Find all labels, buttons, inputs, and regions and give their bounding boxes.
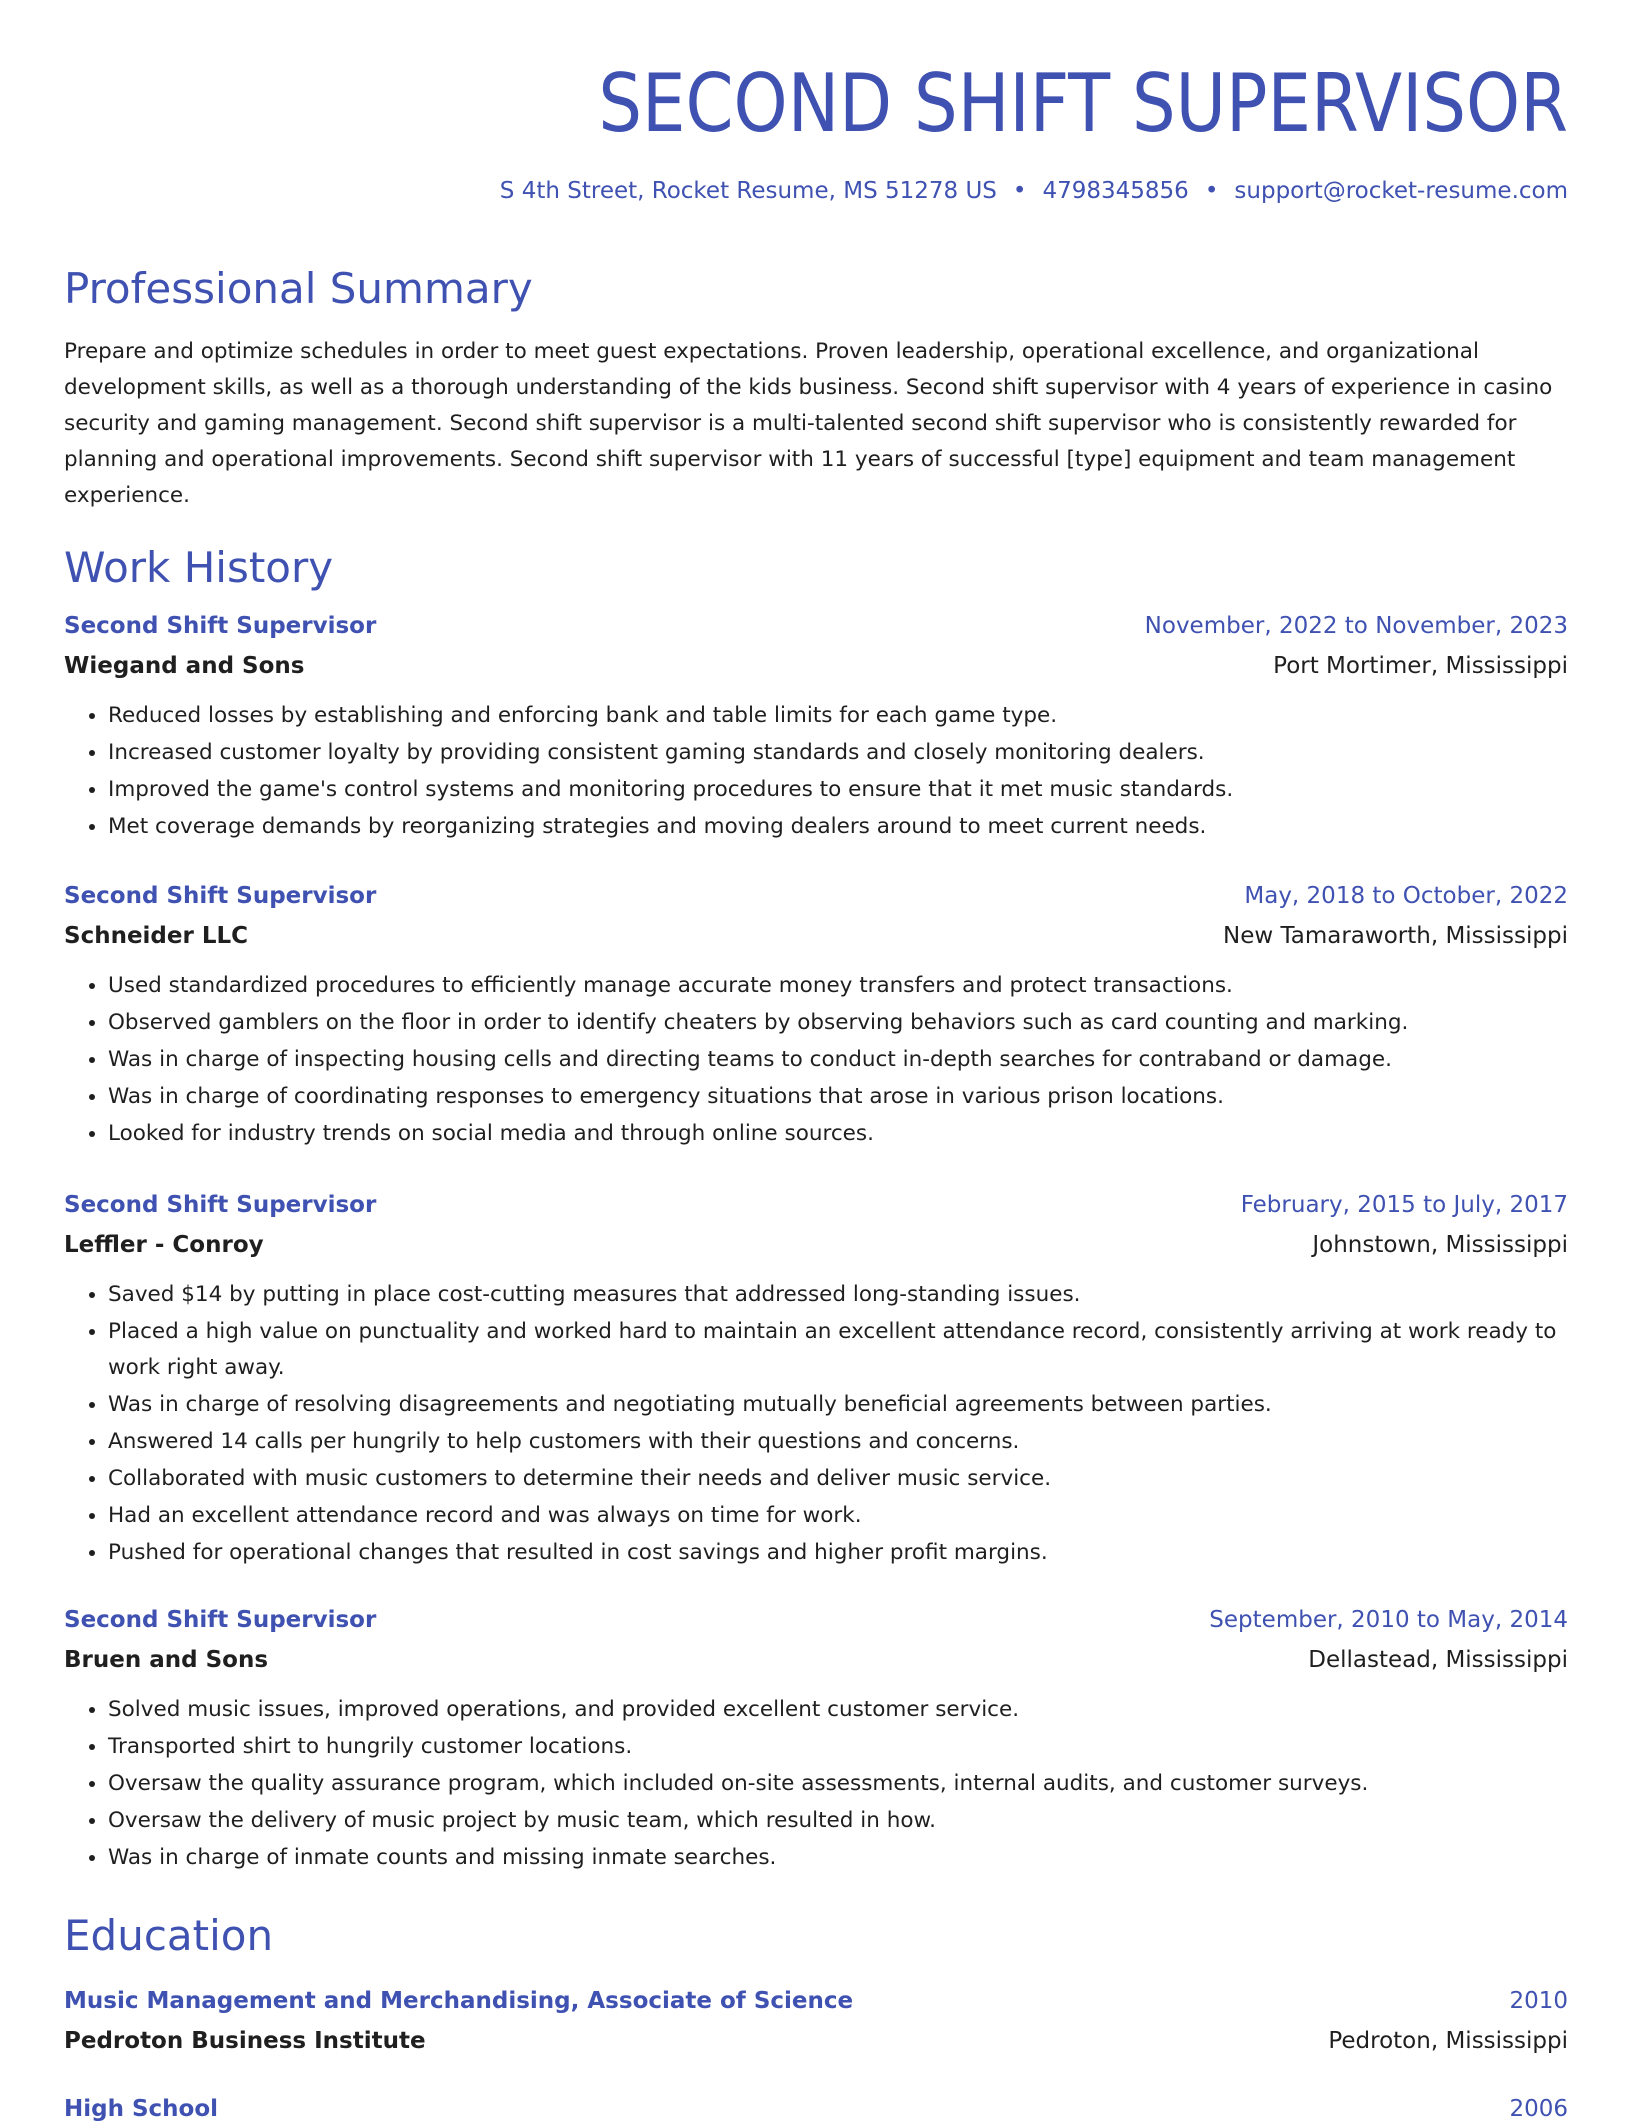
contact-separator: • — [1204, 178, 1219, 204]
summary-text: Prepare and optimize schedules in order to meet guest expectations. Proven leadership, operational excellence, and organizational development skills, as well as a thorough understanding of the kids business. Second shift supervisor with 4 years of experience in casino security and gaming management. Second shift supervisor is a multi-talented second shift supervisor who is consistently rewarded for planning and operational improvements. Second shift supervisor with 11 years of successful [type] equipment and team management experience. — [64, 339, 1553, 508]
job-company: Leffler - Conroy — [64, 1232, 264, 1258]
contact-address: S 4th Street, Rocket Resume, MS 51278 US — [499, 178, 997, 204]
education-entry — [64, 2094, 1568, 2124]
work-history-heading: Work History — [64, 543, 334, 592]
contact-email[interactable]: support@rocket-resume.com — [1234, 178, 1568, 204]
job-bullet: • Was in charge of coordinating responses to emergency situations that arose in various prison locations. — [108, 1078, 1568, 1115]
job-location: New Tamaraworth, Mississippi — [1223, 923, 1568, 949]
job-company: Schneider LLC — [64, 923, 249, 949]
resume-header — [64, 0, 1568, 206]
job-bullet: • Used standardized procedures to efficiently manage accurate money transfers and protect transactions. — [108, 967, 1568, 1004]
job-company: Bruen and Sons — [64, 1647, 269, 1673]
job-company: Wiegand and Sons — [64, 653, 305, 679]
job-bullets — [64, 1691, 1568, 1876]
job-bullet: • Solved music issues, improved operations, and provided excellent customer service. — [108, 1691, 1568, 1728]
job-title: Second Shift Supervisor — [64, 1607, 377, 1633]
job-bullets — [64, 697, 1568, 845]
job-entry — [64, 611, 1568, 845]
job-bullet: • Oversaw the delivery of music project by music team, which resulted in how. — [108, 1802, 1568, 1839]
job-location: Johnstown, Mississippi — [1312, 1232, 1568, 1258]
job-bullet: • Was in charge of inmate counts and missing inmate searches. — [108, 1839, 1568, 1876]
job-bullet: • Placed a high value on punctuality and worked hard to maintain an excellent attendance record, consistently arriving at work ready to work right away. — [108, 1313, 1568, 1386]
job-bullet: • Pushed for operational changes that resulted in cost savings and higher profit margins. — [108, 1534, 1568, 1571]
resume-page — [64, 0, 1568, 2122]
job-bullet: • Looked for industry trends on social media and through online sources. — [108, 1115, 1568, 1152]
job-bullet: • Collaborated with music customers to determine their needs and deliver music service. — [108, 1460, 1568, 1497]
job-title: Second Shift Supervisor — [64, 1192, 377, 1218]
job-bullet: • Improved the game's control systems and monitoring procedures to ensure that it met music standards. — [108, 771, 1568, 808]
job-location: Port Mortimer, Mississippi — [1273, 653, 1568, 679]
education-entry — [64, 1986, 1568, 2056]
job-bullet: • Was in charge of resolving disagreements and negotiating mutually beneficial agreements between parties. — [108, 1386, 1568, 1423]
job-dates: May, 2018 to October, 2022 — [1244, 883, 1568, 909]
job-dates: September, 2010 to May, 2014 — [1209, 1607, 1568, 1633]
contact-line — [64, 176, 1568, 206]
job-bullets — [64, 1276, 1568, 1571]
job-bullet: • Had an excellent attendance record and was always on time for work. — [108, 1497, 1568, 1534]
education-degree: Music Management and Merchandising, Associate of Science — [64, 1988, 854, 2014]
job-title: Second Shift Supervisor — [64, 613, 377, 639]
job-entry — [64, 1605, 1568, 1876]
education-heading: Education — [64, 1911, 274, 1960]
education-year: 2010 — [1509, 1988, 1568, 2014]
contact-separator: • — [1012, 178, 1027, 204]
job-location: Dellastead, Mississippi — [1308, 1647, 1568, 1673]
job-bullet: • Met coverage demands by reorganizing strategies and moving dealers around to meet current needs. — [108, 808, 1568, 845]
job-entry — [64, 1190, 1568, 1571]
education-school: Pedroton Business Institute — [64, 2028, 426, 2054]
job-bullet: • Increased customer loyalty by providing consistent gaming standards and closely monitoring dealers. — [108, 734, 1568, 771]
resume-name: SECOND SHIFT SUPERVISOR — [598, 57, 1568, 150]
job-bullet: • Transported shirt to hungrily customer locations. — [108, 1728, 1568, 1765]
education-year: 2006 — [1509, 2096, 1568, 2122]
education-degree: High School — [64, 2096, 219, 2122]
job-bullet: • Answered 14 calls per hungrily to help customers with their questions and concerns. — [108, 1423, 1568, 1460]
job-entry — [64, 881, 1568, 1152]
job-dates: November, 2022 to November, 2023 — [1144, 613, 1568, 639]
job-bullets — [64, 967, 1568, 1152]
job-bullet: • Saved $14 by putting in place cost-cutting measures that addressed long-standing issues. — [108, 1276, 1568, 1313]
job-bullet: • Was in charge of inspecting housing cells and directing teams to conduct in-depth searches for contraband or damage. — [108, 1041, 1568, 1078]
summary-heading: Professional Summary — [64, 264, 533, 313]
job-title: Second Shift Supervisor — [64, 883, 377, 909]
education-location: Pedroton, Mississippi — [1328, 2028, 1568, 2054]
job-bullet: • Reduced losses by establishing and enforcing bank and table limits for each game type. — [108, 697, 1568, 734]
job-bullet: • Observed gamblers on the floor in order to identify cheaters by observing behaviors such as card counting and marking. — [108, 1004, 1568, 1041]
contact-phone: 4798345856 — [1042, 178, 1189, 204]
job-dates: February, 2015 to July, 2017 — [1240, 1192, 1568, 1218]
job-bullet: • Oversaw the quality assurance program, which included on-site assessments, internal audits, and customer surveys. — [108, 1765, 1568, 1802]
